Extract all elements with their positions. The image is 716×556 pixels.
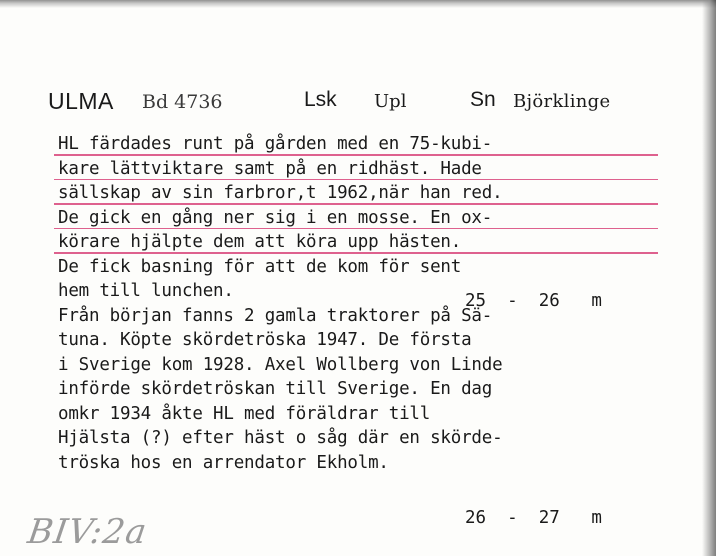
- text-line: tröska hos en arrendator Ekholm.: [58, 452, 389, 473]
- text-line: sällskap av sin farbror,t 1962,när han red.: [58, 181, 658, 206]
- archive-name: ULMA: [48, 88, 114, 114]
- landskap-value: Upl: [374, 91, 407, 112]
- socken-label: Sn: [470, 88, 496, 111]
- text-line: De gick en gång ner sig i en mosse. En ox-: [58, 206, 658, 231]
- text-line: hem till lunchen.: [58, 281, 234, 301]
- text-line: i Sverige kom 1928. Axel Wollberg von Linde: [58, 354, 503, 375]
- text-line: tuna. Köpte skördetröska 1947. De första: [58, 330, 472, 350]
- scan-edge-top: [0, 0, 716, 8]
- page-reference-first: 25 - 26 m: [465, 291, 602, 311]
- card-header: [48, 88, 668, 118]
- landskap-label: Lsk: [304, 88, 337, 111]
- text-line: De fick basning för att de kom för sent: [58, 256, 462, 277]
- scan-edge-right: [702, 0, 716, 556]
- parish-value: Björklinge: [513, 91, 611, 112]
- shelfmark: BIV:2a: [25, 512, 150, 552]
- page-reference-second: 26 - 27 m: [465, 508, 602, 528]
- text-line: införde skördetröskan till Sverige. En dag: [58, 379, 493, 399]
- text-line: HL färdades runt på gården med en 75-kubi-: [58, 132, 658, 157]
- text-line: körare hjälpte dem att köra upp hästen.: [58, 230, 658, 255]
- text-line: omkr 1934 åkte HL med föräldrar till: [58, 403, 431, 424]
- record-code: Bd 4736: [142, 91, 223, 113]
- text-line: kare lättviktare samt på en ridhäst. Hade: [58, 157, 658, 182]
- text-line: Från början fanns 2 gamla traktorer på Sä-: [58, 305, 493, 326]
- text-line: Hjälsta (?) efter häst o såg där en skörde-: [58, 428, 503, 448]
